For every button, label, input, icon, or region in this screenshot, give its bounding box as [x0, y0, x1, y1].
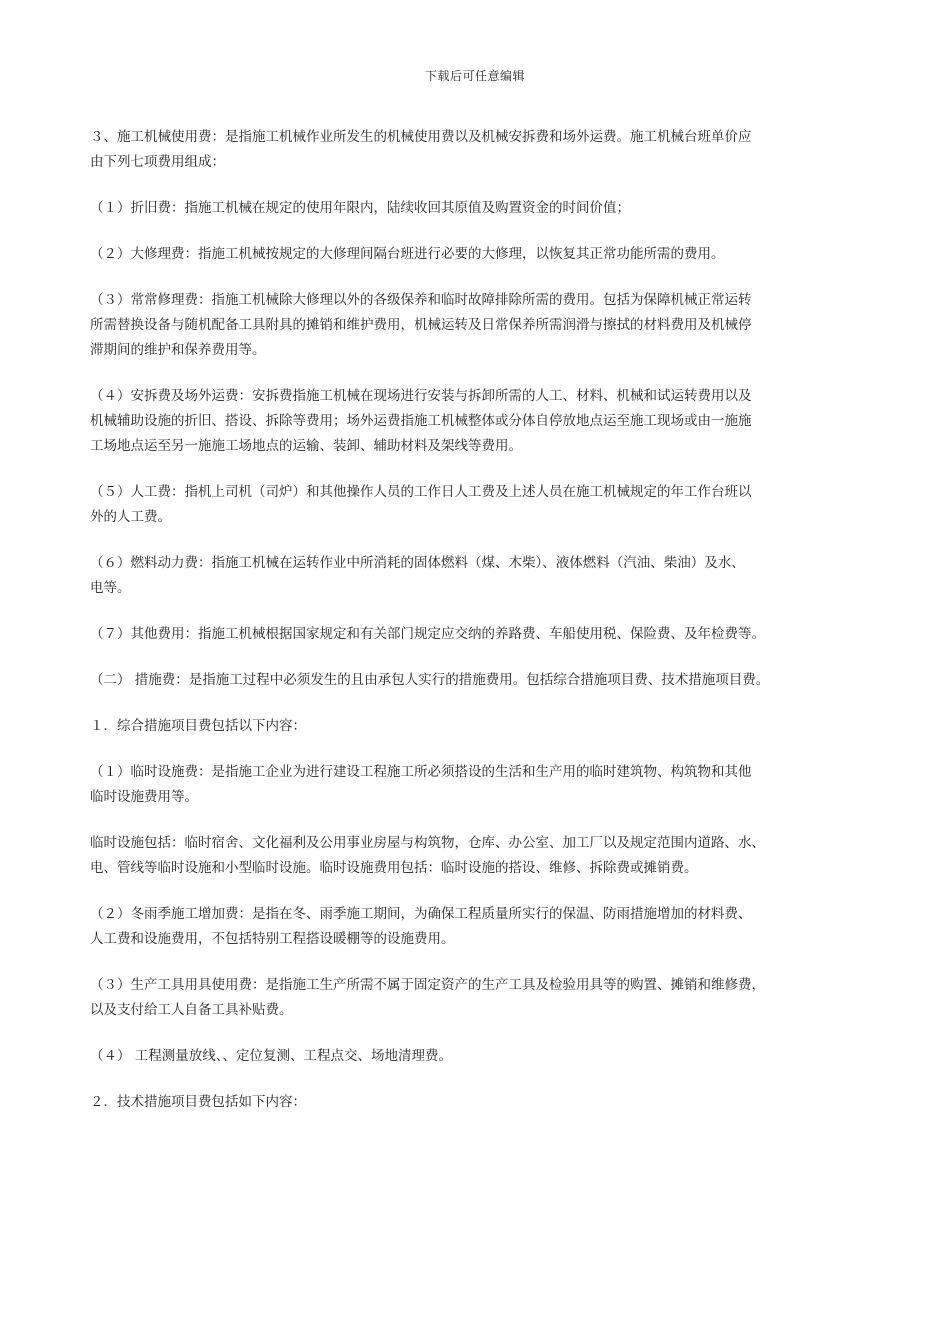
paragraph — [90, 288, 815, 363]
paragraph-line: 滞期间的维护和保养费用等。 — [90, 342, 266, 358]
paragraph — [90, 551, 815, 601]
paragraph-line: （２）大修理费：指施工机械按规定的大修理间隔台班进行必要的大修理，以恢复其正常功能所需的费用。 — [90, 246, 725, 262]
paragraph-line: （４）安拆费及场外运费：安拆费指施工机械在现场进行安装与拆卸所需的人工、材料、机械和试运转费用以及 — [90, 388, 752, 404]
paragraph-line: ３、施工机械使用费：是指施工机械作业所发生的机械使用费以及机械安拆费和场外运费。施工机械台班单价应 — [90, 129, 752, 145]
paragraph-line: 机械辅助设施的折旧、搭设、拆除等费用；场外运费指施工机械整体或分体自停放地点运至施工现场或由一施施 — [90, 413, 752, 429]
paragraph-line: 外的人工费。 — [90, 509, 171, 525]
document-body — [90, 125, 815, 1136]
paragraph — [90, 714, 815, 739]
paragraph-line: 电、管线等临时设施和小型临时设施。临时设施费用包括：临时设施的搭设、维修、拆除费或摊销费。 — [90, 860, 698, 876]
paragraph — [90, 973, 815, 1023]
paragraph-line: ２．技术措施项目费包括如下内容： — [90, 1094, 306, 1110]
paragraph-line: 人工费和设施费用，不包括特别工程搭设暖棚等的设施费用。 — [90, 931, 455, 947]
paragraph — [90, 622, 815, 647]
paragraph — [90, 242, 815, 267]
paragraph-line: （２）冬雨季施工增加费：是指在冬、雨季施工期间，为确保工程质量所实行的保温、防雨措施增加的材料费、 — [90, 906, 752, 922]
paragraph-line: 临时设施包括：临时宿舍、文化福利及公用事业房屋与构筑物，仓库、办公室、加工厂以及规定范围内道路、水、 — [90, 835, 765, 851]
paragraph — [90, 902, 815, 952]
paragraph — [90, 1090, 815, 1115]
paragraph-line: 工场地点运至另一施施工场地点的运输、装卸、辅助材料及架线等费用。 — [90, 438, 522, 454]
paragraph — [90, 384, 815, 459]
paragraph — [90, 760, 815, 810]
paragraph-line: （３）生产工具用具使用费：是指施工生产所需不属于固定资产的生产工具及检验用具等的购置、摊销和维修费， — [90, 977, 765, 993]
paragraph-line: （１）临时设施费：是指施工企业为进行建设工程施工所必须搭设的生活和生产用的临时建筑物、构筑物和其他 — [90, 764, 752, 780]
paragraph — [90, 831, 815, 881]
paragraph — [90, 125, 815, 175]
paragraph-line: 由下列七项费用组成： — [90, 154, 225, 170]
paragraph — [90, 1044, 815, 1069]
paragraph — [90, 668, 815, 693]
paragraph-line: （二） 措施费：是指施工过程中必须发生的且由承包人实行的措施费用。包括综合措施项目费、技术措施项目费。 — [90, 672, 770, 688]
paragraph-line: （６）燃料动力费：指施工机械在运转作业中所消耗的固体燃料（煤、木柴）、液体燃料（汽油、柴油）及水、 — [90, 555, 745, 571]
paragraph — [90, 196, 815, 221]
paragraph-line: １．综合措施项目费包括以下内容： — [90, 718, 306, 734]
paragraph-line: （５）人工费：指机上司机（司炉）和其他操作人员的工作日人工费及上述人员在施工机械规定的年工作台班以 — [90, 484, 752, 500]
paragraph-line: 所需替换设备与随机配备工具附具的摊销和维护费用，机械运转及日常保养所需润滑与擦拭的材料费用及机械停 — [90, 317, 752, 333]
paragraph-line: （３）常常修理费：指施工机械除大修理以外的各级保养和临时故障排除所需的费用。包括为保障机械正常运转 — [90, 292, 752, 308]
paragraph-line: 临时设施费用等。 — [90, 789, 198, 805]
paragraph-line: 以及支付给工人自备工具补贴费。 — [90, 1002, 293, 1018]
paragraph-line: （１）折旧费：指施工机械在规定的使用年限内，陆续收回其原值及购置资金的时间价值； — [90, 200, 630, 216]
paragraph-line: （４） 工程测量放线、、定位复测、工程点交、场地清理费。 — [90, 1048, 453, 1064]
download-edit-note: 下载后可任意编辑 — [424, 69, 525, 83]
paragraph-line: 电等。 — [90, 580, 131, 596]
paragraph-line: （７）其他费用：指施工机械根据国家规定和有关部门规定应交纳的养路费、车船使用税、保险费、及年检费等。 — [90, 626, 765, 642]
paragraph — [90, 480, 815, 530]
